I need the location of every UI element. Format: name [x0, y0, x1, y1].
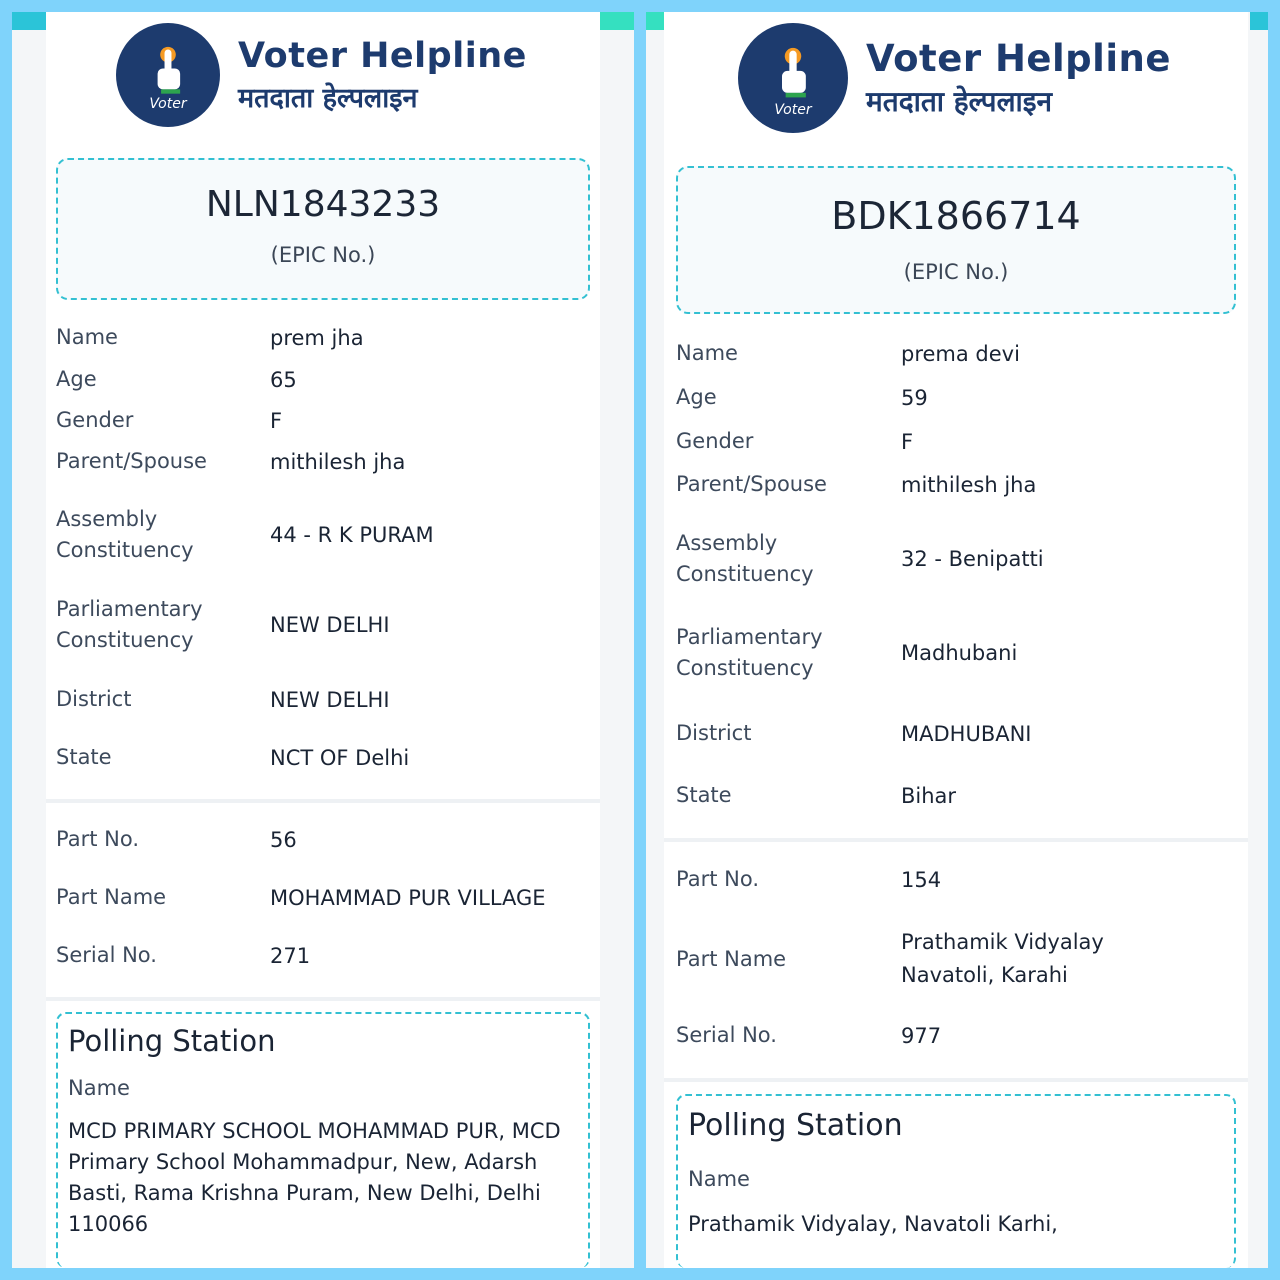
polling-station-name-label: Name — [688, 1167, 750, 1191]
detail-label: Name — [56, 325, 118, 349]
app-title-hindi: मतदाता हेल्पलाइन — [866, 84, 1053, 118]
divider — [46, 799, 600, 803]
part-label: Serial No. — [56, 943, 157, 967]
detail-value: 32 - Benipatti — [901, 546, 1044, 571]
voter-card-left — [12, 12, 634, 1268]
detail-value: 65 — [270, 368, 297, 392]
part-value: Prathamik Vidyalay Navatoli, Karahi — [901, 930, 1104, 987]
part-value: 56 — [270, 828, 297, 852]
detail-value: F — [270, 409, 283, 433]
polling-station-name-value: Prathamik Vidyalay, Navatoli Karhi, — [688, 1212, 1058, 1236]
epic-number[interactable]: BDK1866714 — [831, 194, 1081, 238]
detail-row-name — [676, 338, 1020, 371]
detail-row-name — [56, 322, 364, 355]
detail-row-assembly — [56, 504, 434, 566]
detail-row-gender — [676, 426, 913, 459]
detail-value: mithilesh jha — [270, 450, 406, 474]
finger-tap-icon — [150, 46, 185, 98]
polling-station-box — [676, 1094, 1236, 1268]
detail-row-age — [56, 364, 297, 397]
part-row-name — [676, 926, 1104, 992]
part-label: Part No. — [56, 827, 139, 851]
epic-box — [56, 158, 590, 300]
detail-value: prema devi — [901, 342, 1020, 366]
detail-label: State — [676, 783, 732, 807]
detail-label: Age — [56, 367, 97, 391]
detail-label: District — [56, 687, 132, 711]
detail-value: NEW DELHI — [270, 612, 390, 637]
divider — [46, 997, 600, 1001]
voter-card-right — [646, 12, 1268, 1268]
detail-label: Parliamentary Constituency — [56, 597, 203, 652]
detail-value: Bihar — [901, 784, 957, 808]
voter-details-card — [664, 12, 1248, 1268]
part-row-number — [56, 824, 297, 857]
detail-row-parliamentary — [56, 594, 390, 656]
app-header — [664, 20, 1248, 136]
detail-label: Age — [676, 385, 717, 409]
app-title-hindi: मतदाता हेल्पलाइन — [238, 82, 418, 114]
corner-tab-right — [1250, 12, 1268, 30]
detail-label: District — [676, 721, 752, 745]
detail-value: Madhubani — [901, 640, 1018, 665]
part-value: 977 — [901, 1024, 942, 1048]
voter-logo-icon — [738, 23, 848, 133]
detail-row-age — [676, 382, 928, 415]
detail-row-parent-spouse — [56, 446, 405, 479]
detail-value: F — [901, 430, 914, 454]
epic-box — [676, 166, 1236, 314]
polling-station-title: Polling Station — [688, 1108, 903, 1143]
corner-tab-right — [600, 12, 634, 30]
corner-tab-left — [646, 12, 664, 30]
detail-label: Gender — [56, 408, 134, 432]
detail-row-parliamentary — [676, 622, 1017, 684]
detail-label: Gender — [676, 429, 754, 453]
detail-value: 59 — [901, 386, 928, 410]
detail-row-state — [676, 780, 956, 813]
polling-station-name-value: MCD PRIMARY SCHOOL MOHAMMAD PUR, MCD Primary School Mohammadpur, New, Adarsh Basti, Rama Krishna Puram, New Delhi, Delhi 110066 — [68, 1119, 561, 1236]
epic-label: (EPIC No.) — [270, 243, 376, 267]
voter-details-card — [46, 12, 600, 1268]
part-label: Serial No. — [676, 1023, 777, 1047]
divider — [664, 838, 1248, 842]
detail-label: State — [56, 745, 112, 769]
polling-station-box — [56, 1012, 590, 1268]
detail-row-district — [56, 684, 390, 717]
app-title: Voter Helpline — [238, 35, 527, 76]
detail-row-state — [56, 742, 409, 775]
part-row-serial — [56, 940, 310, 973]
part-value: MOHAMMAD PUR VILLAGE — [270, 886, 546, 910]
part-label: Part Name — [56, 885, 167, 909]
detail-label: Name — [676, 341, 738, 365]
detail-value: mithilesh jha — [901, 473, 1037, 497]
detail-value: NEW DELHI — [270, 688, 390, 712]
detail-row-gender — [56, 405, 282, 438]
detail-label: Parliamentary Constituency — [676, 625, 823, 680]
part-value: 271 — [270, 944, 311, 968]
app-header — [46, 20, 600, 130]
detail-value: 44 - R K PURAM — [270, 522, 434, 547]
detail-value: MADHUBANI — [901, 722, 1032, 746]
corner-tab-left — [12, 12, 46, 30]
logo-text: Voter — [149, 96, 187, 113]
divider — [664, 1078, 1248, 1082]
detail-value: NCT OF Delhi — [270, 746, 410, 770]
part-row-number — [676, 864, 941, 897]
part-label: Part Name — [676, 946, 787, 971]
detail-label: Assembly Constituency — [56, 507, 194, 562]
voter-logo-icon — [116, 23, 220, 127]
part-row-serial — [676, 1020, 941, 1053]
detail-label: Assembly Constituency — [676, 531, 814, 586]
part-row-name — [56, 882, 546, 915]
detail-row-parent-spouse — [676, 469, 1036, 502]
part-label: Part No. — [676, 867, 759, 891]
polling-station-name-label: Name — [68, 1076, 130, 1100]
detail-label: Parent/Spouse — [676, 472, 827, 496]
polling-station-title: Polling Station — [68, 1024, 276, 1058]
epic-number[interactable]: NLN1843233 — [205, 184, 441, 225]
app-title: Voter Helpline — [866, 36, 1171, 80]
detail-row-district — [676, 718, 1032, 751]
detail-row-assembly — [676, 528, 1044, 590]
epic-label: (EPIC No.) — [903, 260, 1009, 284]
logo-text: Voter — [774, 101, 812, 118]
detail-label: Parent/Spouse — [56, 449, 207, 473]
finger-tap-icon — [774, 47, 811, 102]
part-value: 154 — [901, 868, 942, 892]
detail-value: prem jha — [270, 326, 364, 350]
